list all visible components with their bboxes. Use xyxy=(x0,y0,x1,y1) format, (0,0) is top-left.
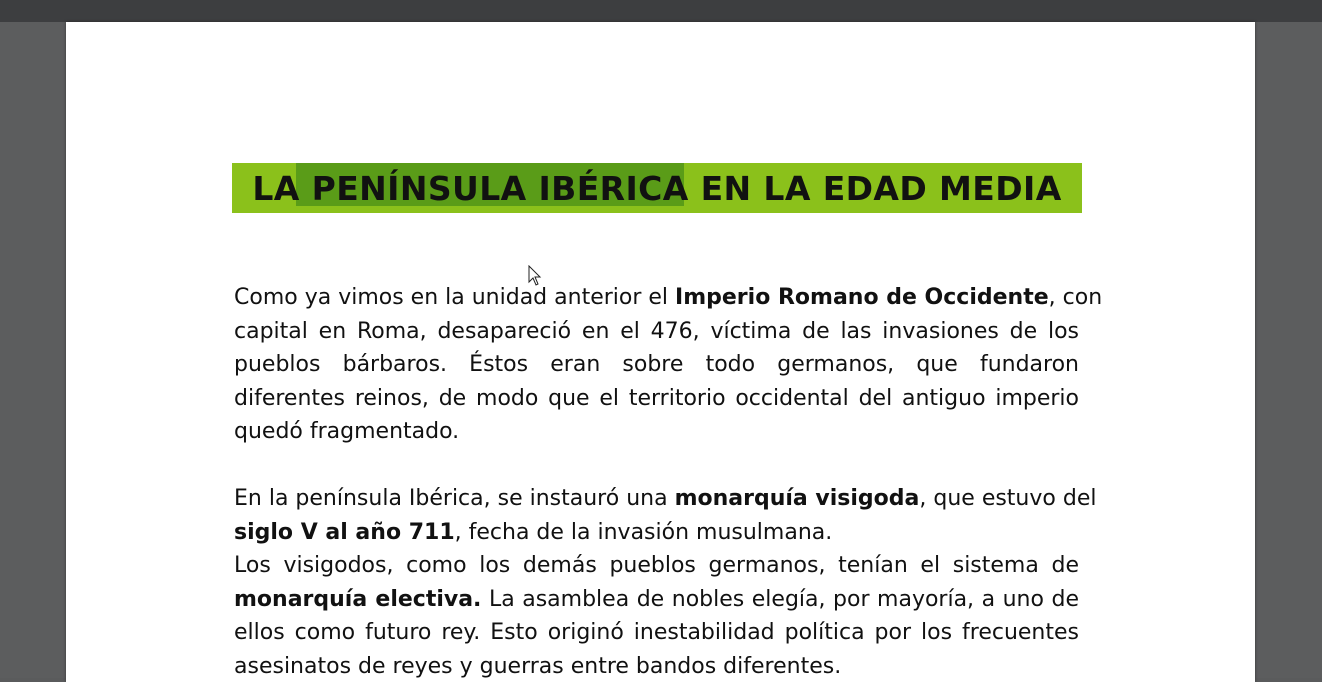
viewer-top-bar xyxy=(0,0,1322,22)
paragraph-2-line-4: monarquía electiva. La asamblea de nobles elegía, por mayoría, a uno de xyxy=(234,586,1079,612)
paragraph-2-line-2: siglo V al año 711, fecha de la invasión musulmana. xyxy=(234,519,833,545)
paragraph-2-line-5: ellos como futuro rey. Esto originó inestabilidad política por los frecuentes xyxy=(234,620,1079,646)
paragraph-1-line-1: Como ya vimos en la unidad anterior el Imperio Romano de Occidente, con xyxy=(234,285,1103,310)
bold-term-monarquia-electiva: monarquía electiva. xyxy=(234,586,482,612)
paragraph-1-line-5: quedó fragmentado. xyxy=(234,419,460,445)
bold-term-monarquia-visigoda: monarquía visigoda xyxy=(674,486,920,511)
paragraph-1-line-4: diferentes reinos, de modo que el territorio occidental del antiguo imperio xyxy=(234,385,1079,411)
viewer-left-margin xyxy=(0,22,66,678)
paragraph-2-line-3: Los visigodos, como los demás pueblos germanos, tenían el sistema de xyxy=(234,553,1079,579)
bold-term-imperio: Imperio Romano de Occidente xyxy=(675,285,1049,310)
paragraph-1-line-2: capital en Roma, desapareció en el 476, víctima de las invasiones de los xyxy=(234,318,1079,344)
document-page xyxy=(66,22,1255,682)
paragraph-2-line-6: asesinatos de reyes y guerras entre bandos diferentes. xyxy=(234,653,842,679)
bold-term-siglo: siglo V al año 711 xyxy=(234,519,455,545)
document-title[interactable]: LA PENÍNSULA IBÉRICA EN LA EDAD MEDIA xyxy=(252,169,1062,208)
paragraph-2[interactable] xyxy=(234,482,1097,682)
paragraph-1[interactable] xyxy=(234,281,1103,449)
viewer-right-margin xyxy=(1256,22,1322,678)
paragraph-1-line-3: pueblos bárbaros. Éstos eran sobre todo germanos, que fundaron xyxy=(234,352,1079,378)
mouse-pointer-icon xyxy=(528,265,542,287)
paragraph-2-line-1: En la península Ibérica, se instauró una monarquía visigoda, que estuvo del xyxy=(234,486,1097,511)
